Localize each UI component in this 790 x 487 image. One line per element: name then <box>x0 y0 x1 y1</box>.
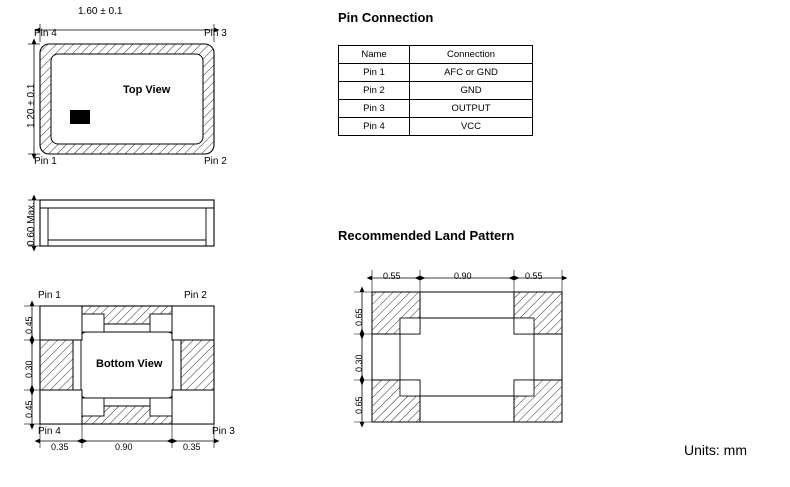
top-view-label: Top View <box>123 84 171 96</box>
cell-pin-connection: AFC or GND <box>410 64 533 82</box>
bottom-view-pin2-label: Pin 2 <box>184 290 207 301</box>
land-pattern-hdim-2: 0.90 <box>454 271 472 281</box>
bottom-view-svg <box>18 286 278 466</box>
side-view-height-dim: 0.60 Max. <box>26 202 37 246</box>
side-view-drawing <box>18 186 268 266</box>
pin-connection-table <box>338 45 533 136</box>
cell-pin-connection: OUTPUT <box>410 100 533 118</box>
bottom-view-hdim-3: 0.35 <box>183 442 201 452</box>
bottom-view-hdim-1: 0.35 <box>51 442 69 452</box>
bottom-view-vdim-2: 0.30 <box>24 360 34 378</box>
bottom-view-vdim-3: 0.45 <box>24 400 34 418</box>
bottom-view-vdim-1: 0.45 <box>24 316 34 334</box>
land-pattern-vdim-1: 0.65 <box>354 308 364 326</box>
bottom-view-pin4-label: Pin 4 <box>38 426 61 437</box>
top-view-pin2-label: Pin 2 <box>204 156 227 167</box>
units-note: Units: mm <box>684 442 747 458</box>
top-view-drawing <box>18 6 268 176</box>
side-view-svg <box>18 186 268 266</box>
table-row <box>339 64 533 82</box>
cell-pin-name: Pin 3 <box>339 100 410 118</box>
cell-pin-name: Pin 1 <box>339 64 410 82</box>
land-pattern-title: Recommended Land Pattern <box>338 228 515 243</box>
pin-connection-title: Pin Connection <box>338 10 434 25</box>
col-header-connection: Connection <box>410 46 533 64</box>
table-row <box>339 82 533 100</box>
land-pattern-vdim-3: 0.65 <box>354 396 364 414</box>
top-view-width-dim: 1.60 ± 0.1 <box>78 6 123 17</box>
table-row <box>339 118 533 136</box>
bottom-view-pin3-label: Pin 3 <box>212 426 235 437</box>
top-view-pin1-label: Pin 1 <box>34 156 57 167</box>
pin-connection-table-wrap <box>338 45 533 136</box>
cell-pin-connection: VCC <box>410 118 533 136</box>
bottom-view-hdim-2: 0.90 <box>115 442 133 452</box>
top-view-height-dim: 1.20 ± 0.1 <box>26 83 37 128</box>
land-pattern-vdim-2: 0.30 <box>354 354 364 372</box>
cell-pin-name: Pin 2 <box>339 82 410 100</box>
land-pattern-hdim-1: 0.55 <box>383 271 401 281</box>
cell-pin-name: Pin 4 <box>339 118 410 136</box>
land-pattern-hdim-3: 0.55 <box>525 271 543 281</box>
table-header-row <box>339 46 533 64</box>
bottom-view-label: Bottom View <box>96 358 163 370</box>
bottom-view-pin1-label: Pin 1 <box>38 290 61 301</box>
land-pattern-drawing <box>338 262 618 452</box>
bottom-view-drawing <box>18 286 278 466</box>
land-pattern-svg <box>338 262 618 452</box>
col-header-name: Name <box>339 46 410 64</box>
top-view-pin4-label: Pin 4 <box>34 28 57 39</box>
cell-pin-connection: GND <box>410 82 533 100</box>
top-view-pin3-label: Pin 3 <box>204 28 227 39</box>
table-row <box>339 100 533 118</box>
